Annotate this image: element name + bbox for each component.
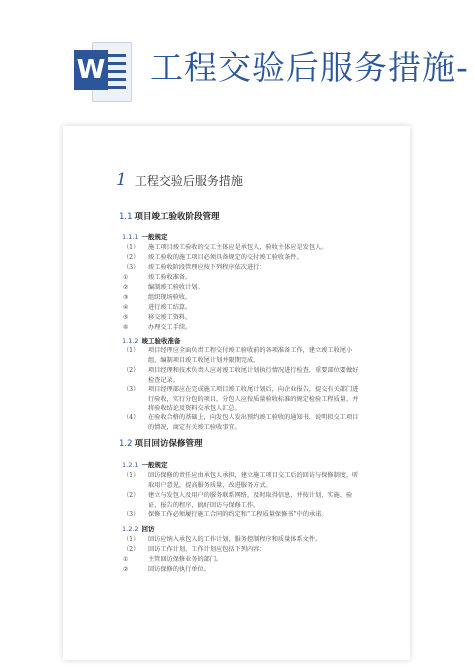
section-heading: 1.1 项目竣工验收阶段管理 (119, 212, 220, 222)
section-heading: 1.2 项目回访保修管理 (119, 439, 203, 449)
subsection-heading: 1.2.2 回访 (122, 525, 155, 533)
list-item: ④ 进行竣工结算。 (123, 304, 192, 311)
word-icon-letter: W (74, 50, 108, 90)
document-title: 工程交验后服务措施- (150, 48, 469, 87)
list-item: （1） 施工项目竣工验收的交工主体应是承包人，验收主体应是发包人。 (123, 244, 328, 251)
list-item: （3） 保修工作必须履行施工合同的约定和“工程质量保修书”中的承诺。 (123, 511, 328, 518)
document-page (63, 126, 410, 660)
list-item: （4） 在验收合格的基础上，向发包人发出预约竣工验收的通知书，说明拟交工项目的情况，商定有关竣工验收事宜。 (123, 414, 359, 431)
page-header (0, 0, 474, 118)
list-item: ① 竣工验收准备。 (123, 274, 192, 281)
list-item: ② 编制竣工验收计划。 (123, 284, 204, 291)
list-item: （1） 回访应纳入承包人的工作计划、服务控制程序和质量体系文件。 (123, 536, 322, 543)
list-item: （2） 项目经理和技术负责人应对竣工收尾计划执行情况进行检查，重要部位要做好检查记录。 (123, 367, 359, 384)
list-item: ⑥ 办理交工手续。 (123, 324, 192, 331)
list-item: ② 回访保修的执行单位。 (123, 566, 210, 573)
subsection-heading: 1.1.1 一般规定 (122, 233, 168, 241)
list-item: （2） 竣工验收的施工项目必须具备规定的交付竣工验收条件。 (123, 254, 303, 261)
list-item: ⑤ 移交竣工资料。 (123, 314, 192, 321)
list-item: （2） 回访工作计划，工作计划应包括下列内容： (123, 546, 266, 553)
list-item: （1） 回访保修的责任应由承包人承担，建立施工项目交工后的回访与保修制度，听取用户意见，提高服务质量，改进服务方式。 (123, 472, 359, 489)
word-icon (74, 40, 132, 102)
list-item: （1） 项目经理应全面负责工程交付竣工验收前的各项准备工作，建立竣工收尾小组，编制项目竣工收尾计划并限期完成。 (123, 347, 353, 364)
list-item: （3） 竣工验收阶段管理应按下列程序依次进行： (123, 264, 266, 271)
chapter-heading (116, 170, 243, 190)
list-item: （2） 建立与发包人及用户的服务联系网络，及时取得信息，并按计划、实施、验证、报告的程序，搞好回访与保修工作。 (123, 492, 353, 509)
subsection-heading: 1.1.2 竣工验收准备 (122, 337, 181, 345)
chapter-number: 1 (116, 170, 127, 190)
subsection-heading: 1.2.1 一般规定 (122, 461, 168, 469)
list-item: ① 主管回访保修业务的部门。 (123, 556, 223, 563)
list-item: （3） 项目经理部应在完成施工项目竣工收尾计划后，向企业报告，提交有关部门进行验收，实行分包的项目，分包人应按质量验收标准的规定检验工程质量，并将验收结论及资料交承包人汇总。 (123, 386, 359, 413)
list-item: ③ 组织现场验收。 (123, 294, 192, 301)
chapter-title: 工程交验后服务措施 (134, 174, 243, 188)
